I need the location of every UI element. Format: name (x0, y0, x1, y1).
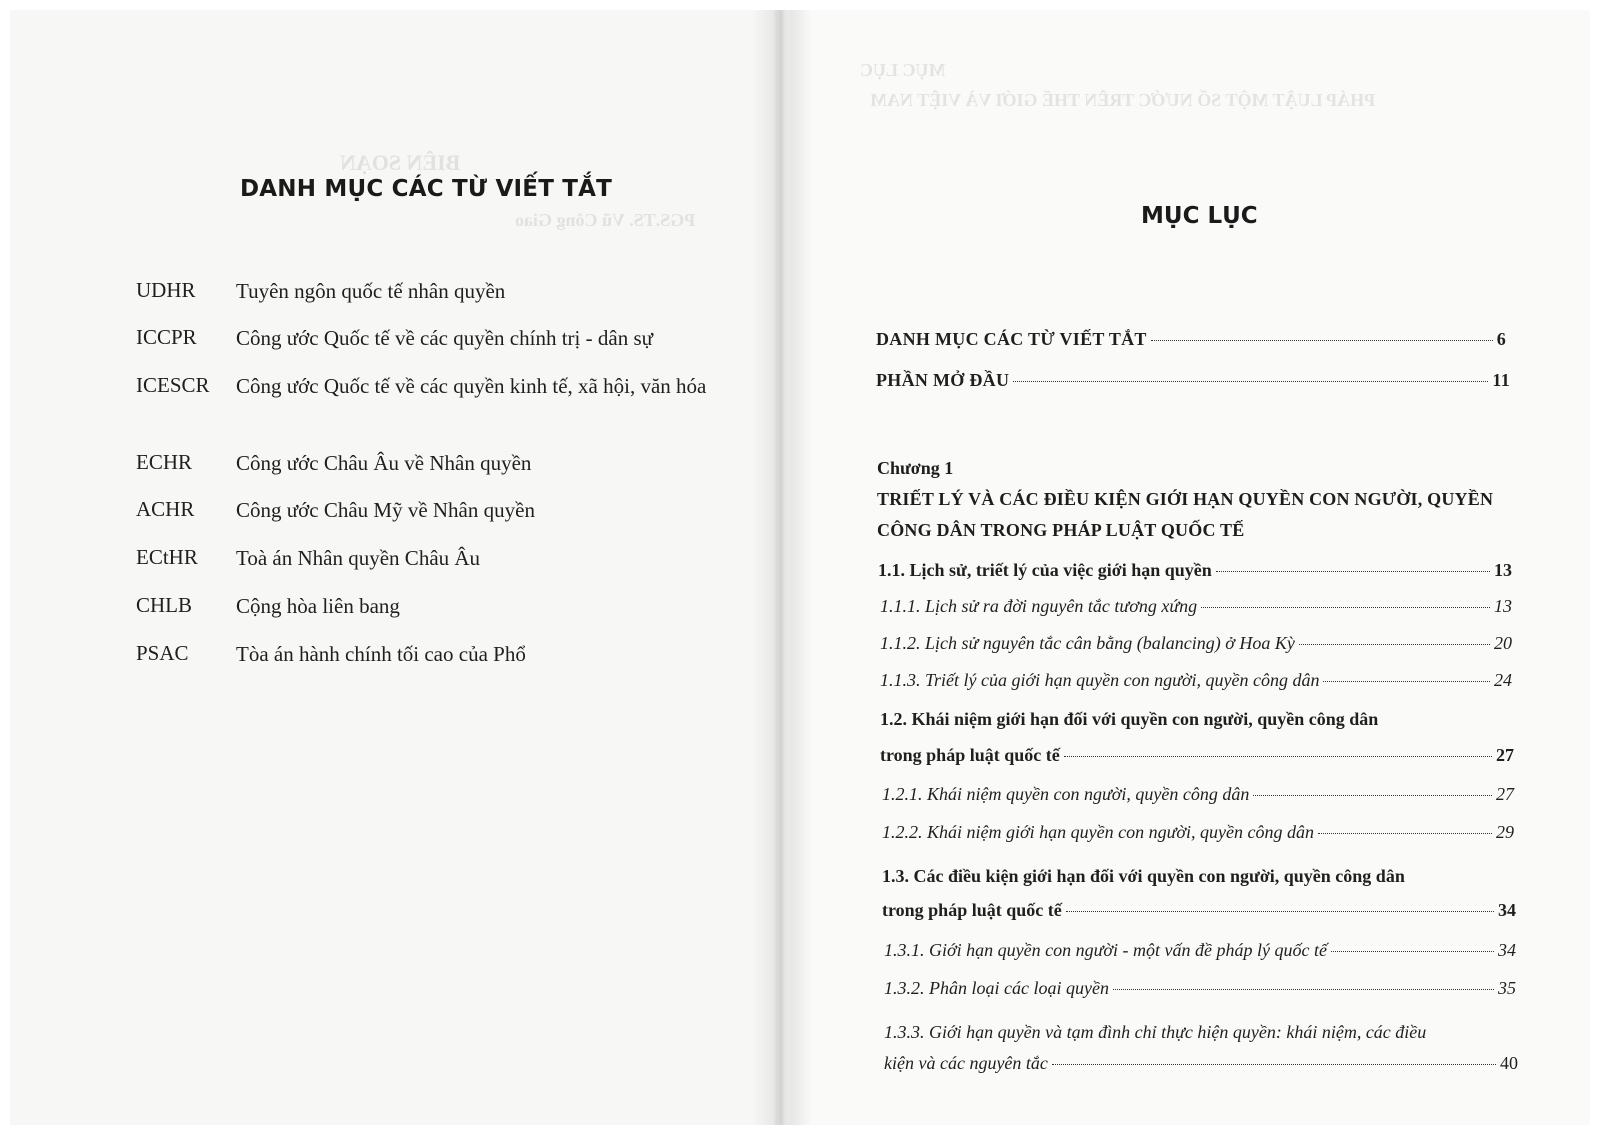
toc-page-number: 11 (1492, 370, 1510, 390)
toc-leader-dots (1331, 951, 1494, 952)
abbreviation-meaning: Công ước Châu Mỹ về Nhân quyền (236, 498, 535, 522)
abbreviations-title: DANH MỤC CÁC TỪ VIẾT TẮT (240, 176, 613, 202)
toc-leader-dots (1201, 607, 1490, 608)
toc-leader-dots (1064, 756, 1492, 757)
abbreviation-meaning: Tòa án hành chính tối cao của Phổ (236, 642, 526, 666)
toc-page-number: 20 (1494, 633, 1512, 653)
toc-leader-dots (1323, 681, 1490, 682)
abbreviation-code: ECHR (136, 450, 193, 474)
bleed-through-subtitle-right: PHÁP LUẬT MỘT SỐ NƯỚC TRÊN THẾ GIỚI VÀ VIỆT NAM (870, 90, 1376, 110)
abbreviation-code: ACHR (136, 497, 195, 521)
toc-leader-dots (1151, 340, 1493, 341)
toc-entry-text: DANH MỤC CÁC TỪ VIẾT TẮT (876, 329, 1147, 349)
abbreviation-meaning: Cộng hòa liên bang (236, 594, 400, 618)
toc-section-line2 (880, 745, 1514, 766)
toc-section-text-line1: 1.3. Các điều kiện giới hạn đối với quyền con người, quyền công dân (882, 866, 1405, 886)
toc-subsection-text-line2: kiện và các nguyên tắc (884, 1053, 1048, 1073)
toc-entry (876, 329, 1506, 350)
toc-subsection-line2 (884, 1053, 1518, 1074)
toc-leader-dots (1013, 381, 1488, 382)
bleed-through-heading-right: MỤC LỤC (860, 60, 946, 80)
abbreviation-code: PSAC (136, 641, 189, 665)
toc-page-number: 35 (1498, 978, 1516, 998)
toc-leader-dots (1066, 911, 1494, 912)
toc-subsection-text: 1.1.3. Triết lý của giới hạn quyền con người, quyền công dân (880, 670, 1320, 690)
toc-subsection-text: 1.2.1. Khái niệm quyền con người, quyền công dân (882, 784, 1250, 804)
toc-leader-dots (1113, 989, 1494, 990)
toc-page-number: 13 (1494, 560, 1512, 580)
toc-entry-text: PHẦN MỞ ĐẦU (876, 370, 1010, 390)
abbreviation-meaning: Toà án Nhân quyền Châu Âu (236, 546, 481, 570)
toc-page-number: 27 (1496, 784, 1514, 804)
toc-section-text: 1.1. Lịch sử, triết lý của việc giới hạn quyền (878, 560, 1212, 580)
toc-subsection-text: 1.1.1. Lịch sử ra đời nguyên tắc tương xứng (880, 596, 1198, 616)
abbreviation-code: ECtHR (136, 545, 198, 569)
toc-section (882, 866, 1516, 921)
abbreviation-meaning: Tuyên ngôn quốc tế nhân quyền (236, 279, 506, 303)
chapter-title: TRIẾT LÝ VÀ CÁC ĐIỀU KIỆN GIỚI HẠN QUYỀN CON NGƯỜI, QUYỀN CÔNG DÂN TRONG PHÁP LUẬT QUỐC TẾ (877, 489, 1494, 540)
toc-subsection (884, 940, 1516, 961)
toc-leader-dots (1216, 571, 1490, 572)
toc-page-number: 40 (1500, 1053, 1518, 1073)
bleed-through-author: PGS.TS. Vũ Công Giao (515, 210, 696, 230)
toc-subsection (884, 978, 1516, 999)
toc-subsection-text: 1.1.2. Lịch sử nguyên tắc cân bằng (balancing) ở Hoa Kỳ (880, 633, 1295, 653)
toc-section (878, 560, 1512, 581)
toc-leader-dots (1253, 795, 1492, 796)
abbreviation-meaning: Công ước Châu Âu về Nhân quyền (236, 451, 532, 475)
toc-page-number: 29 (1496, 822, 1514, 842)
toc-subsection (880, 633, 1512, 654)
toc-section-line2 (882, 900, 1516, 921)
toc-subsection-text: 1.2.2. Khái niệm giới hạn quyền con người, quyền công dân (882, 822, 1314, 842)
toc-subsection (880, 596, 1512, 617)
abbreviation-code: CHLB (136, 593, 193, 617)
toc-section (880, 709, 1514, 766)
toc-page-number: 34 (1498, 900, 1516, 920)
toc-section-text-line2: trong pháp luật quốc tế (880, 745, 1060, 765)
toc-page-number: 24 (1494, 670, 1512, 690)
toc-subsection (882, 822, 1514, 843)
toc-title: MỤC LỤC (1141, 203, 1258, 229)
abbreviation-meaning: Công ước Quốc tế về các quyền chính trị - dân sự (236, 326, 653, 350)
bleed-through-heading: BIÊN SOẠN (340, 150, 461, 175)
toc-subsection (884, 1022, 1518, 1074)
book-gutter-shadow (752, 10, 812, 1125)
toc-leader-dots (1318, 833, 1492, 834)
toc-page-number: 27 (1496, 745, 1514, 765)
abbreviation-code: ICCPR (136, 325, 197, 349)
toc-subsection-text: 1.3.2. Phân loại các loại quyền (884, 978, 1109, 998)
toc-entry (876, 370, 1510, 391)
toc-section-text-line2: trong pháp luật quốc tế (882, 900, 1062, 920)
toc-leader-dots (1299, 644, 1490, 645)
abbreviation-code: UDHR (136, 278, 196, 302)
toc-subsection (880, 670, 1512, 691)
toc-subsection (882, 784, 1514, 805)
toc-subsection-text-line1: 1.3.3. Giới hạn quyền và tạm đình chỉ thực hiện quyền: khái niệm, các điều (884, 1022, 1427, 1042)
abbreviation-meaning: Công ước Quốc tế về các quyền kinh tế, xã hội, văn hóa (236, 374, 707, 398)
toc-subsection-text: 1.3.1. Giới hạn quyền con người - một vấn đề pháp lý quốc tế (884, 940, 1327, 960)
chapter-label: Chương 1 (877, 458, 954, 478)
toc-leader-dots (1052, 1064, 1496, 1065)
toc-page-number: 13 (1494, 596, 1512, 616)
toc-page-number: 6 (1496, 329, 1506, 349)
abbreviation-code: ICESCR (136, 373, 210, 397)
toc-section-text-line1: 1.2. Khái niệm giới hạn đối với quyền con người, quyền công dân (880, 709, 1379, 729)
toc-page-number: 34 (1498, 940, 1516, 960)
